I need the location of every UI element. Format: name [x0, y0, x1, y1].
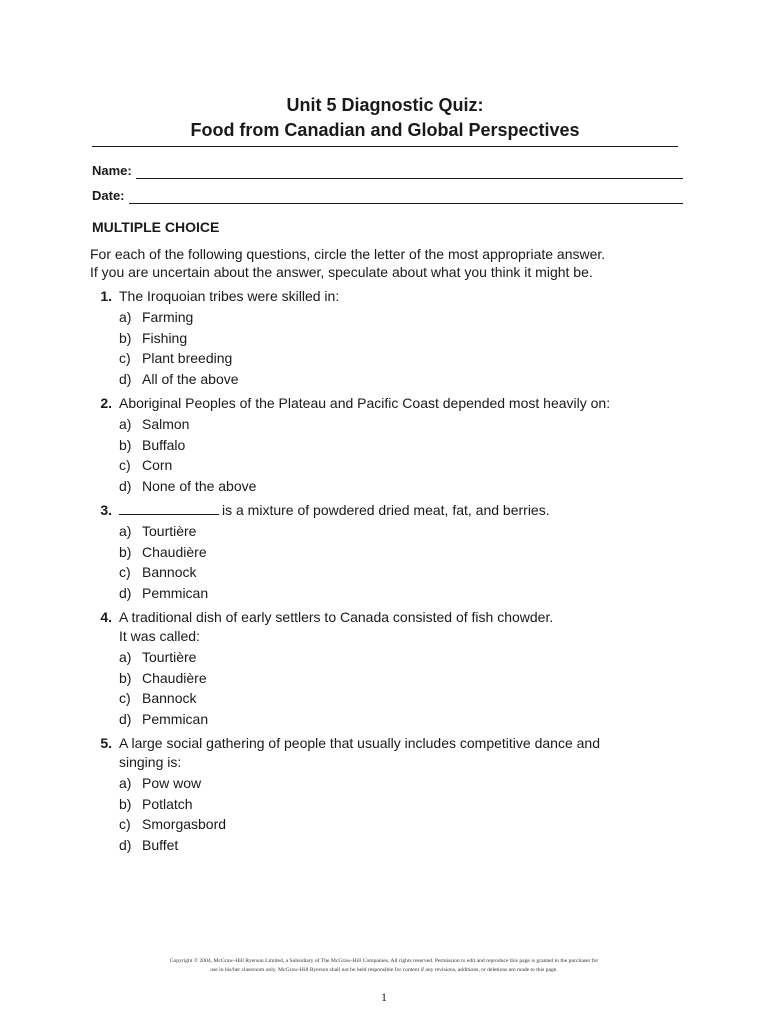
question-text [119, 734, 690, 772]
date-label: Date: [92, 188, 125, 203]
choice-a[interactable] [119, 647, 690, 668]
choice-text: Smorgasbord [142, 816, 227, 832]
choice-text: Buffet [142, 836, 179, 853]
choice-text: Pemmican [142, 710, 209, 727]
title-line-2: Food from Canadian and Global Perspectives [190, 120, 580, 140]
choice-b[interactable] [119, 435, 690, 456]
date-field [92, 186, 683, 204]
choice-list [119, 414, 690, 496]
choice-c[interactable] [119, 348, 690, 369]
quiz-title [92, 93, 678, 143]
answer-blank[interactable] [119, 502, 219, 515]
choice-letter: d) [119, 477, 132, 494]
choice-a[interactable] [119, 414, 690, 435]
title-line-1: Unit 5 Diagnostic Quiz: [286, 95, 484, 115]
choice-text: Pow wow [142, 775, 202, 791]
choice-list [119, 307, 690, 389]
question-text-line-1: A traditional dish of early settlers to Canada consisted of fish chowder. [119, 609, 554, 625]
choice-letter: c) [119, 457, 131, 473]
choice-b[interactable] [119, 668, 690, 689]
question-5 [90, 734, 690, 855]
choice-d[interactable] [119, 583, 690, 604]
choice-letter: d) [119, 710, 132, 727]
name-label: Name: [92, 163, 132, 178]
choice-c[interactable] [119, 455, 690, 476]
choice-text: Salmon [142, 416, 190, 432]
choice-text: Tourtière [142, 649, 197, 665]
choice-list [119, 647, 690, 729]
page-number: 1 [381, 990, 387, 1004]
choice-letter: a) [119, 775, 132, 791]
question-number: 5. [100, 735, 112, 751]
choice-list [119, 521, 690, 603]
choice-b[interactable] [119, 542, 690, 563]
choice-letter: b) [119, 543, 132, 560]
question-1 [90, 287, 690, 389]
name-blank-line [136, 166, 683, 179]
choice-text: Buffalo [142, 436, 186, 453]
choice-list [119, 773, 690, 855]
choice-b[interactable] [119, 794, 690, 815]
choice-c[interactable] [119, 814, 690, 835]
choice-letter: d) [119, 584, 132, 601]
choice-letter: b) [119, 795, 132, 812]
date-blank-line [129, 191, 683, 204]
choice-d[interactable] [119, 709, 690, 730]
choice-text: Bannock [142, 690, 197, 706]
choice-c[interactable] [119, 562, 690, 583]
choice-text: Fishing [142, 329, 188, 346]
question-text [119, 608, 690, 646]
choice-letter: b) [119, 669, 132, 686]
section-heading: MULTIPLE CHOICE [92, 219, 220, 235]
choice-letter: c) [119, 350, 131, 366]
choice-d[interactable] [119, 476, 690, 497]
choice-letter: b) [119, 329, 132, 346]
question-text-line-2: It was called: [119, 628, 200, 644]
choice-text: Pemmican [142, 584, 209, 601]
choice-d[interactable] [119, 369, 690, 390]
choice-a[interactable] [119, 521, 690, 542]
title-divider [92, 146, 678, 147]
choice-a[interactable] [119, 307, 690, 328]
choice-letter: a) [119, 649, 132, 665]
choice-text: Tourtière [142, 523, 197, 539]
question-text-line-1: A large social gathering of people that usually includes competitive dance and [119, 735, 600, 751]
choice-text: Plant breeding [142, 350, 233, 366]
question-2 [90, 394, 690, 496]
instructions-line-1: For each of the following questions, circle the letter of the most appropriate answer. [90, 246, 606, 262]
choice-c[interactable] [119, 688, 690, 709]
name-field [92, 161, 683, 179]
choice-text: Corn [142, 457, 173, 473]
choice-letter: b) [119, 436, 132, 453]
choice-text: Chaudière [142, 543, 207, 560]
question-4 [90, 608, 690, 729]
copyright-line-1: Copyright © 2004, McGraw-Hill Ryerson Limited, a Subsidiary of The McGraw-Hill Companies. All rights reserved. Permission to edit and reproduce this page is granted to the purchaser for [169, 958, 599, 964]
question-number: 3. [100, 502, 112, 518]
question-text: The Iroquoian tribes were skilled in: [119, 288, 340, 304]
choice-text: Bannock [142, 564, 197, 580]
choice-b[interactable] [119, 328, 690, 349]
choice-text: Chaudière [142, 669, 207, 686]
question-text: Aboriginal Peoples of the Plateau and Pacific Coast depended most heavily on: [119, 395, 611, 411]
choice-text: All of the above [142, 370, 239, 387]
question-number: 2. [100, 395, 112, 411]
question-number: 1. [100, 288, 112, 304]
choice-letter: c) [119, 564, 131, 580]
choice-a[interactable] [119, 773, 690, 794]
choice-text: Farming [142, 309, 194, 325]
choice-d[interactable] [119, 835, 690, 856]
question-number: 4. [100, 609, 112, 625]
choice-text: Potlatch [142, 795, 193, 812]
question-text-line-2: singing is: [119, 754, 182, 770]
choice-letter: c) [119, 690, 131, 706]
question-3 [90, 501, 690, 603]
copyright-line-2: use in his/her classroom only. McGraw-Hill Ryerson shall not be held responsible for content if any revisions, additions, or deletions are made to this page. [210, 967, 558, 973]
instructions [90, 245, 690, 281]
choice-letter: d) [119, 836, 132, 853]
question-text-body: is a mixture of powdered dried meat, fat, and berries. [222, 502, 550, 518]
choice-letter: c) [119, 816, 131, 832]
choice-letter: d) [119, 370, 132, 387]
copyright-notice [88, 957, 680, 975]
instructions-line-2: If you are uncertain about the answer, speculate about what you think it might be. [90, 264, 593, 280]
question-text [119, 501, 690, 520]
choice-letter: a) [119, 416, 132, 432]
choice-letter: a) [119, 309, 132, 325]
choice-text: None of the above [142, 477, 257, 494]
choice-letter: a) [119, 523, 132, 539]
